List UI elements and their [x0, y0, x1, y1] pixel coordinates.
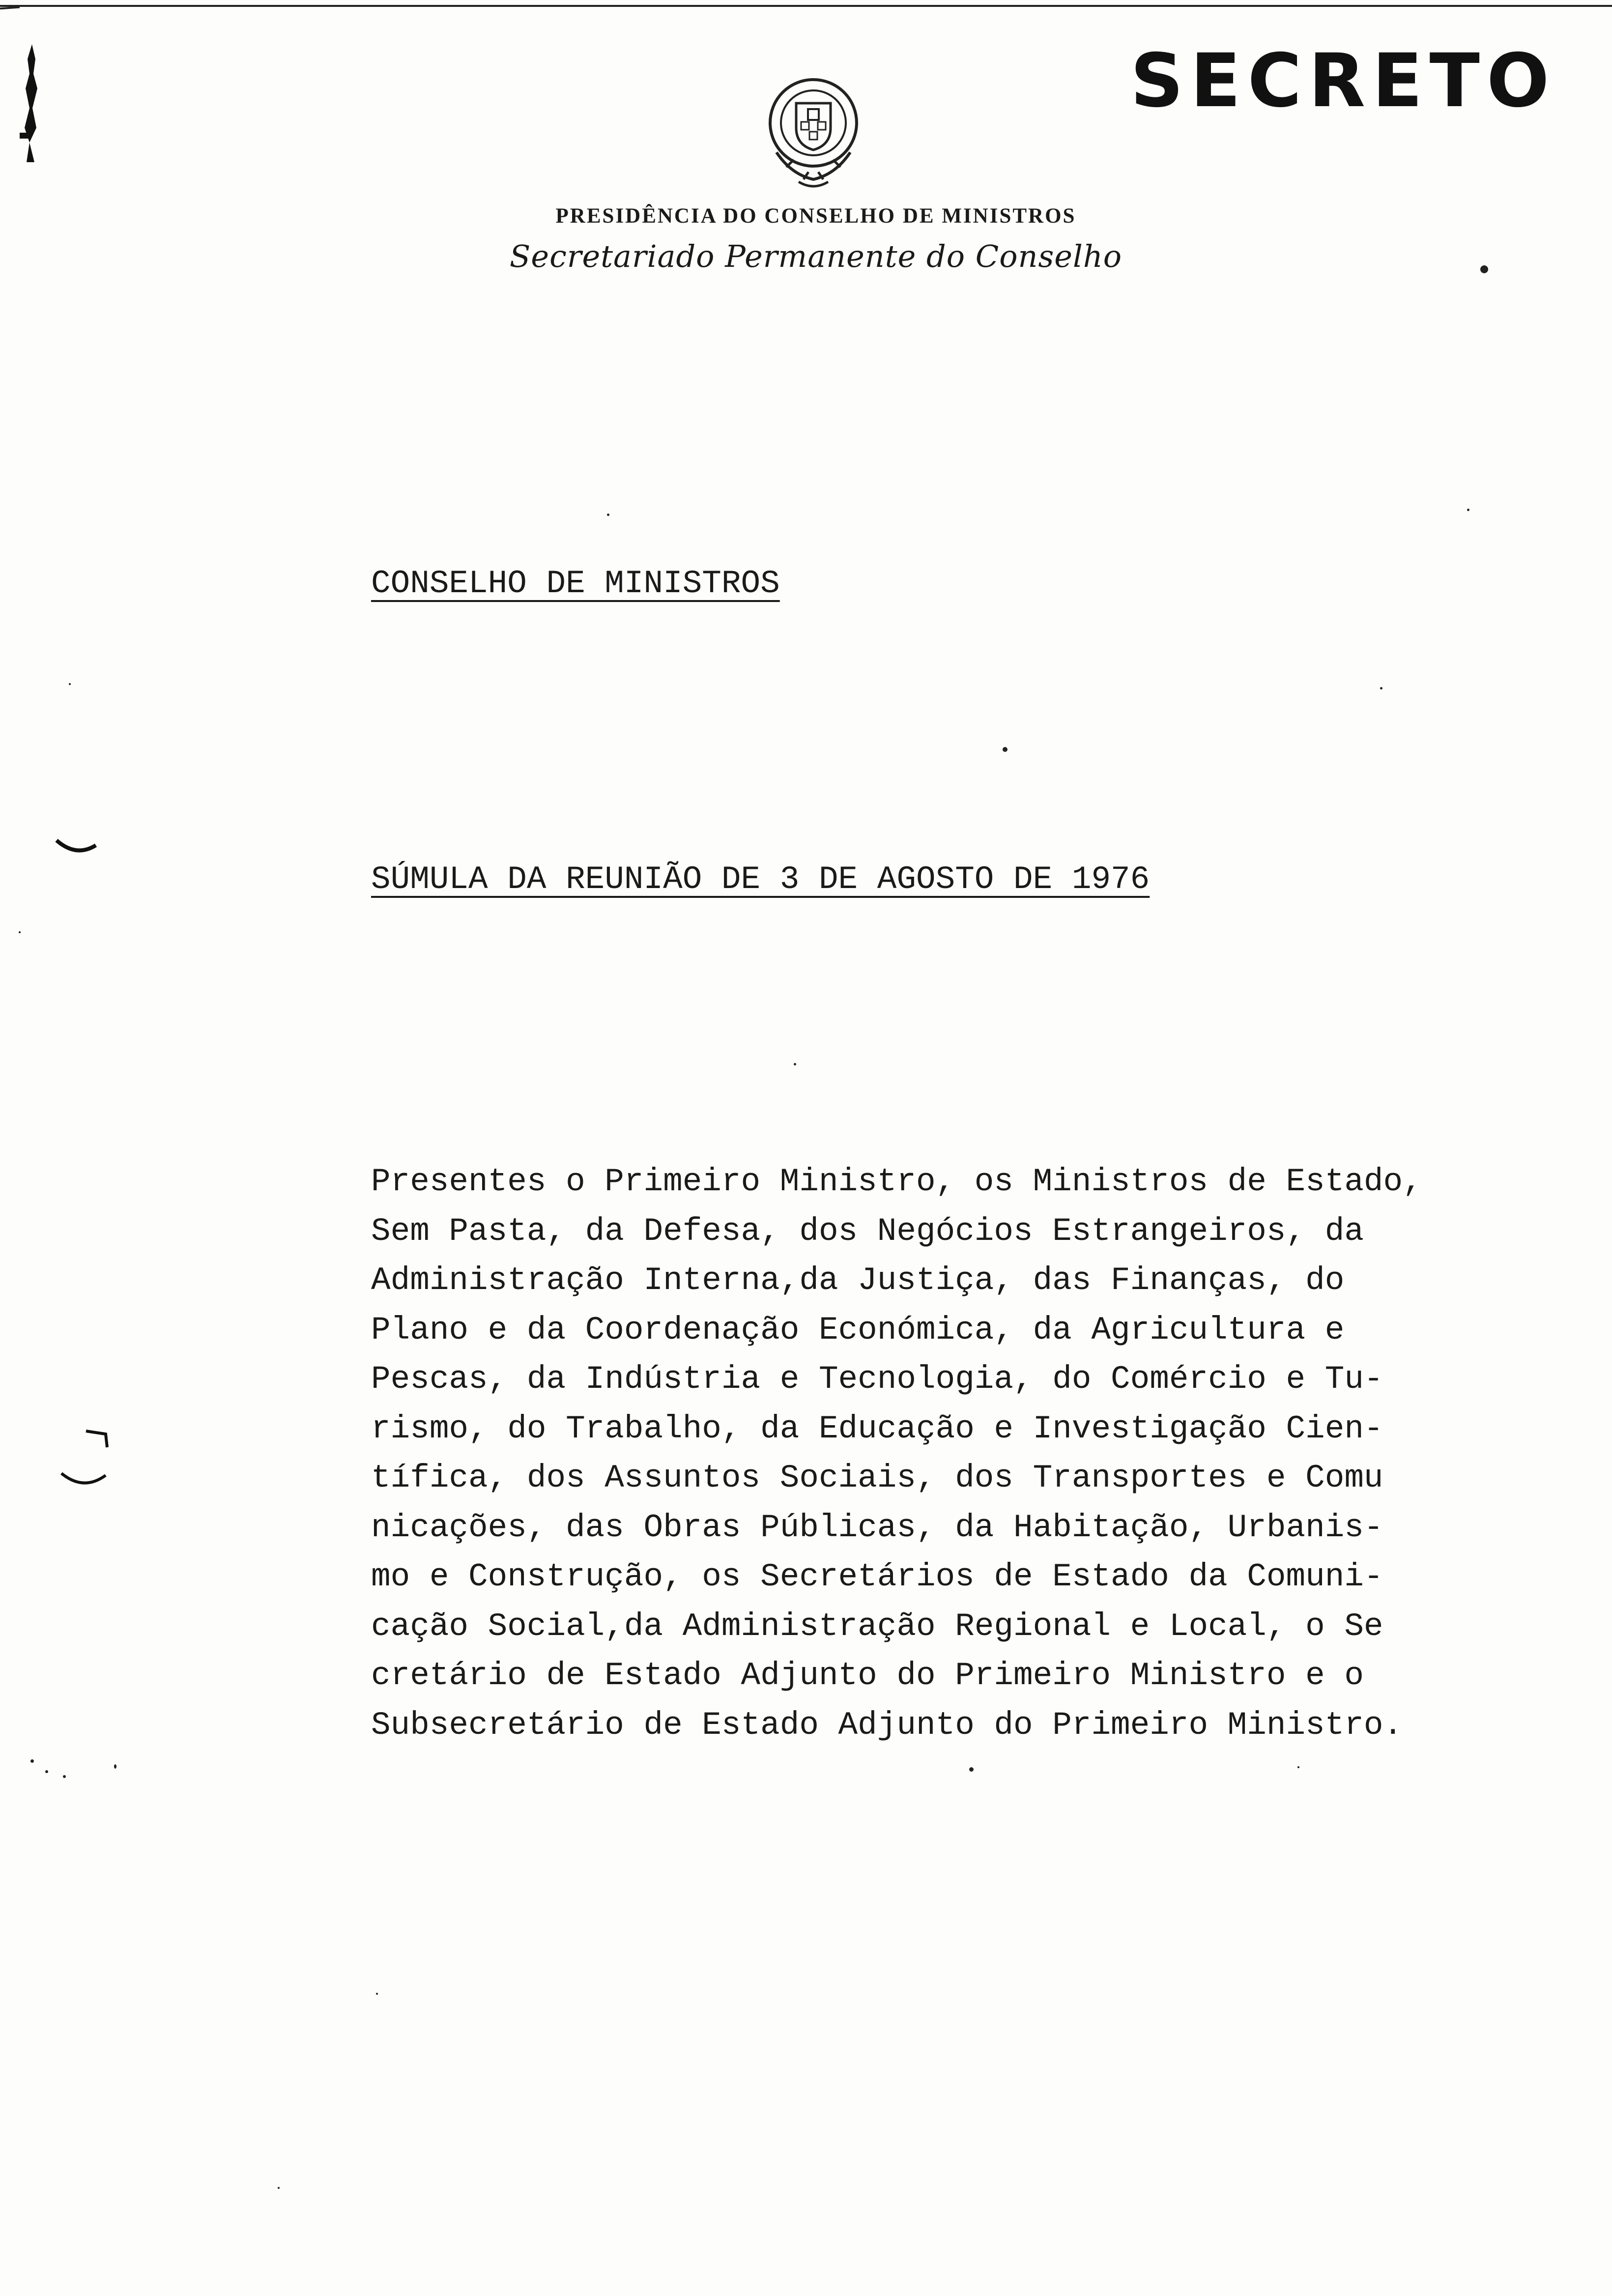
margin-bracket-mark-icon — [59, 1469, 108, 1492]
scan-speck — [1480, 265, 1488, 273]
council-heading: CONSELHO DE MINISTROS — [371, 565, 780, 602]
paragraph-line: Presentes o Primeiro Ministro, os Ministros de Estado, — [371, 1163, 1422, 1200]
scan-speck — [69, 683, 71, 685]
coat-of-arms-icon — [757, 69, 870, 192]
scan-speck — [30, 1759, 34, 1763]
attendance-paragraph — [371, 1157, 1575, 1750]
paragraph-line: Plano e da Coordenação Económica, da Agricultura e — [371, 1311, 1345, 1349]
paragraph-line: rismo, do Trabalho, da Educação e Investigação Cien- — [371, 1410, 1383, 1447]
meeting-summary-heading: SÚMULA DA REUNIÃO DE 3 DE AGOSTO DE 1976 — [371, 861, 1150, 898]
letterhead-department: Secretariado Permanente do Conselho — [509, 238, 1123, 274]
paragraph-line: Subsecretário de Estado Adjunto do Primeiro Ministro. — [371, 1706, 1403, 1744]
scan-speck — [969, 1767, 974, 1772]
scan-speck — [63, 1775, 66, 1778]
paragraph-line: nicações, das Obras Públicas, da Habitação, Urbanis- — [371, 1509, 1383, 1546]
scan-speck — [278, 2187, 280, 2189]
scan-speck — [607, 514, 609, 516]
scan-speck — [1380, 687, 1382, 689]
margin-bracket-mark-icon — [54, 835, 98, 860]
scan-speck — [1467, 509, 1469, 511]
paragraph-line: Sem Pasta, da Defesa, dos Negócios Estrangeiros, da — [371, 1212, 1364, 1250]
paragraph-line: mo e Construção, os Secretários de Estado da Comuni- — [371, 1558, 1383, 1595]
scan-speck — [114, 1764, 116, 1769]
letterhead-organization: PRESIDÊNCIA DO CONSELHO DE MINISTROS — [555, 204, 1076, 228]
paragraph-line: Pescas, da Indústria e Tecnologia, do Comércio e Tu- — [371, 1361, 1383, 1398]
top-edge-rule — [0, 5, 1612, 7]
scan-speck — [1003, 747, 1008, 752]
scan-speck — [1297, 1766, 1299, 1768]
paragraph-line: tífica, dos Assuntos Sociais, dos Transportes e Comu — [371, 1460, 1383, 1496]
binding-hole-mark-icon — [15, 44, 49, 162]
scan-speck — [19, 931, 21, 933]
scan-speck — [794, 1063, 796, 1065]
margin-tick-mark-icon — [84, 1425, 113, 1450]
classification-stamp: SECRETO — [1130, 38, 1556, 124]
paragraph-line: cretário de Estado Adjunto do Primeiro Ministro e o — [371, 1657, 1364, 1694]
paragraph-line: Administração Interna,da Justiça, das Finanças, do — [371, 1262, 1345, 1299]
scan-speck — [45, 1770, 48, 1773]
paragraph-line: cação Social,da Administração Regional e Local, o Se — [371, 1607, 1383, 1645]
scan-speck — [376, 1993, 378, 1995]
